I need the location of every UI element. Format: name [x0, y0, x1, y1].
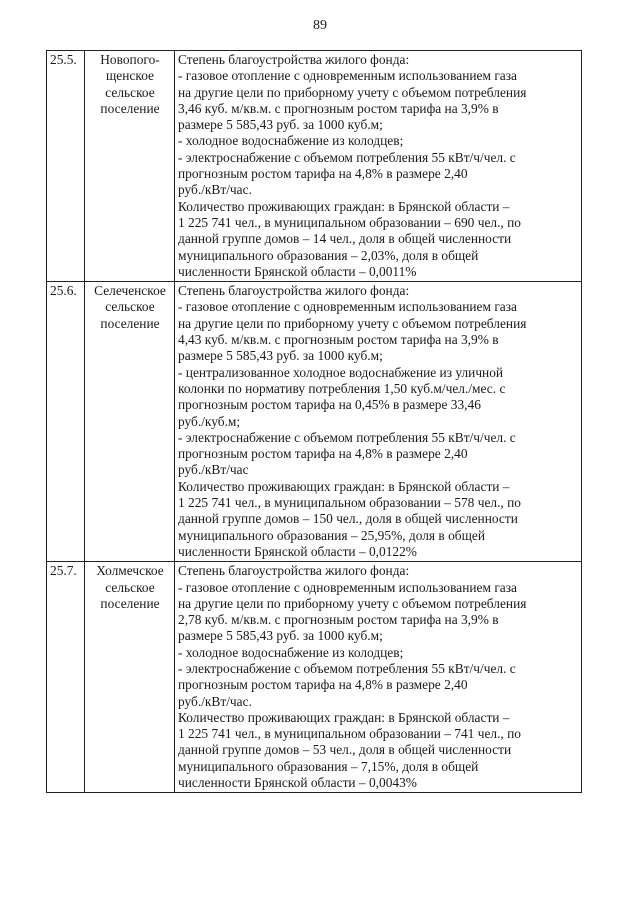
description-line: 1 225 741 чел., в муниципальном образовании – 578 чел., по: [178, 495, 521, 511]
settlement-name-line: Новопого-: [100, 52, 160, 67]
settlement-name-line: поселение: [100, 100, 160, 116]
description-line: - газовое отопление с одновременным использованием газа: [178, 68, 517, 84]
description-line: 1 225 741 чел., в муниципальном образовании – 690 чел., по: [178, 214, 521, 230]
settlement-name-line: щенское: [106, 68, 154, 84]
description-line: размере 5 585,43 руб. за 1000 куб.м;: [178, 628, 383, 644]
description-line: численности Брянской области – 0,0122%: [178, 543, 417, 559]
description-line: - электроснабжение с объемом потребления 55 кВт/ч/чел. с: [178, 660, 516, 676]
description-line: прогнозным ростом тарифа на 0,45% в размере 33,46: [178, 397, 481, 413]
description-cell: [175, 282, 582, 562]
document-table: [46, 50, 582, 793]
description-line: муниципального образования – 25,95%, доля в общей: [178, 527, 486, 543]
description-line: - холодное водоснабжение из колодцев;: [178, 644, 404, 660]
table-row: [47, 51, 582, 282]
description-line: данной группе домов – 53 чел., доля в общей численности: [178, 742, 512, 758]
row-number-cell: [47, 51, 85, 282]
settlement-name-line: сельское: [105, 579, 155, 595]
description-line: 1 225 741 чел., в муниципальном образовании – 741 чел., по: [178, 726, 521, 742]
settlement-name-line: Холмечское: [96, 563, 164, 579]
description-line: - газовое отопление с одновременным использованием газа: [178, 299, 517, 315]
description-line: 2,78 куб. м/кв.м. с прогнозным ростом тарифа на 3,9% в: [178, 612, 499, 628]
description-line: на другие цели по приборному учету с объемом потребления: [178, 315, 527, 331]
description-line: численности Брянской области – 0,0011%: [178, 263, 417, 279]
row-number-cell: [47, 562, 85, 793]
description-line: Количество проживающих граждан: в Брянской области –: [178, 709, 510, 725]
settlement-name-line: сельское: [105, 299, 155, 315]
description-line: - газовое отопление с одновременным использованием газа: [178, 579, 517, 595]
description-line: Количество проживающих граждан: в Брянской области –: [178, 198, 510, 214]
description-line: руб./кВт/час.: [178, 182, 252, 198]
table-row: [47, 562, 582, 793]
description-line: на другие цели по приборному учету с объемом потребления: [178, 595, 527, 611]
row-number: 25.7.: [50, 563, 77, 579]
description-line: муниципального образования – 2,03%, доля в общей: [178, 247, 479, 263]
description-line: 3,46 куб. м/кв.м. с прогнозным ростом тарифа на 3,9% в: [178, 100, 499, 116]
description-cell: [175, 562, 582, 793]
description-line: - электроснабжение с объемом потребления 55 кВт/ч/чел. с: [178, 149, 516, 165]
description-line: численности Брянской области – 0,0043%: [178, 775, 417, 791]
row-number-cell: [47, 282, 85, 562]
description-line: Степень благоустройства жилого фонда:: [178, 283, 410, 299]
settlement-name-line: поселение: [100, 315, 160, 331]
settlement-name-cell: [85, 282, 175, 562]
description-line: прогнозным ростом тарифа на 4,8% в размере 2,40: [178, 677, 468, 693]
settlement-name-line: сельское: [105, 84, 155, 100]
settlement-name-line: Селеченское: [94, 283, 166, 299]
description-line: - электроснабжение с объемом потребления 55 кВт/ч/чел. с: [178, 429, 516, 445]
description-line: прогнозным ростом тарифа на 4,8% в размере 2,40: [178, 166, 468, 182]
description-line: размере 5 585,43 руб. за 1000 куб.м;: [178, 348, 383, 364]
row-number: 25.6.: [50, 283, 77, 299]
settlement-name-line: поселение: [100, 595, 160, 611]
description-cell: [175, 51, 582, 282]
settlement-name-cell: [85, 51, 175, 282]
description-line: руб./кВт/час: [178, 462, 249, 478]
description-line: - централизованное холодное водоснабжение из уличной: [178, 364, 504, 380]
row-number: 25.5.: [50, 52, 77, 67]
description-line: Количество проживающих граждан: в Брянской области –: [178, 478, 510, 494]
description-line: на другие цели по приборному учету с объемом потребления: [178, 84, 527, 100]
description-line: Степень благоустройства жилого фонда:: [178, 52, 410, 67]
description-line: руб./кВт/час.: [178, 693, 252, 709]
page-number: 89: [313, 18, 327, 33]
description-line: прогнозным ростом тарифа на 4,8% в размере 2,40: [178, 446, 468, 462]
description-line: руб./куб.м;: [178, 413, 241, 429]
table-body: [47, 51, 582, 793]
description-line: Степень благоустройства жилого фонда:: [178, 563, 410, 579]
table-row: [47, 282, 582, 562]
description-line: данной группе домов – 150 чел., доля в общей численности: [178, 511, 518, 527]
description-line: муниципального образования – 7,15%, доля в общей: [178, 758, 479, 774]
description-line: колонки по нормативу потребления 1,50 куб.м/чел./мес. с: [178, 380, 506, 396]
description-line: размере 5 585,43 руб. за 1000 куб.м;: [178, 117, 383, 133]
description-line: - холодное водоснабжение из колодцев;: [178, 133, 404, 149]
description-line: данной группе домов – 14 чел., доля в общей численности: [178, 231, 512, 247]
description-line: 4,43 куб. м/кв.м. с прогнозным ростом тарифа на 3,9% в: [178, 332, 499, 348]
settlement-name-cell: [85, 562, 175, 793]
